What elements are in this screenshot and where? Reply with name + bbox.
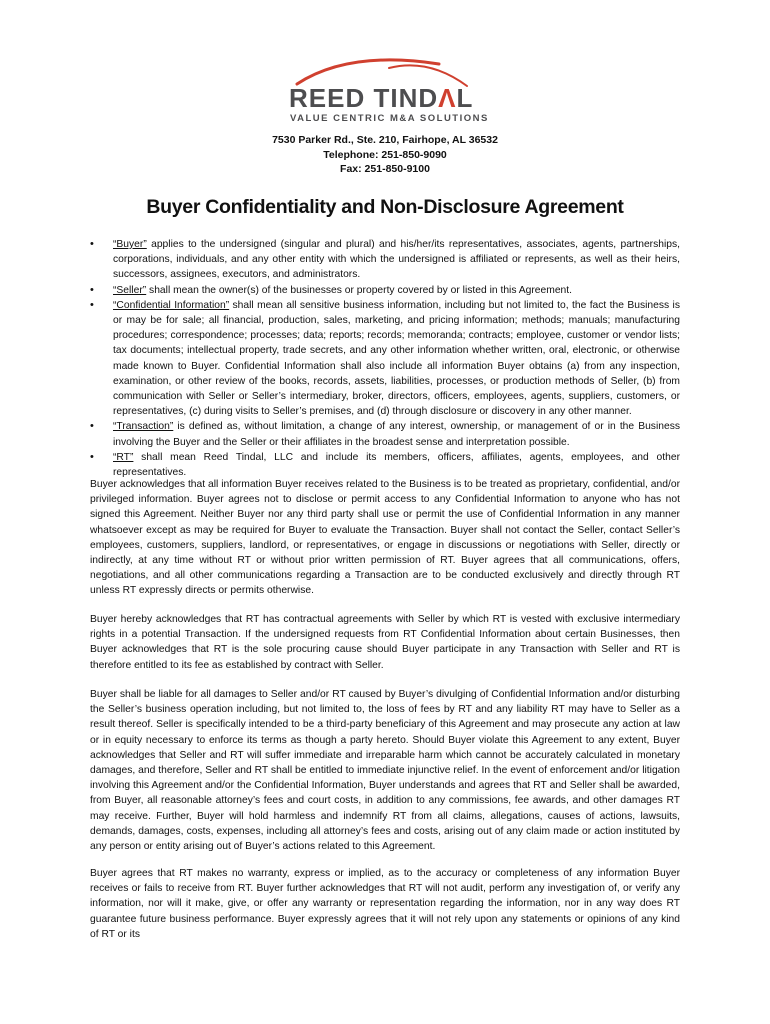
company-logo — [289, 54, 489, 126]
definition-text: shall mean Reed Tindal, LLC and include its members, officers, affiliates, agents, employees, and other representatives. — [113, 451, 680, 479]
bullet-icon: • — [90, 450, 94, 463]
definition-text: is defined as, without limitation, a change of any interest, ownership, or management of or in the Business involving the Buyer and the Seller or their affiliates in the broadest sense and interpretation possible. — [113, 421, 680, 448]
definition-item — [90, 283, 680, 298]
definition-term: “Confidential Information” — [113, 299, 230, 311]
fax-line: Fax: 251-850-9100 — [340, 163, 430, 175]
bullet-icon: • — [90, 238, 94, 250]
definition-term: “RT” — [113, 451, 134, 463]
definition-item — [90, 237, 680, 283]
contact-block — [0, 133, 770, 177]
body-paragraph: Buyer shall be liable for all damages to Seller and/or RT caused by Buyer’s divulging of Confidential Information and/or disturbing the Seller’s business operation including, but not limited to, the loss of fees by RT and any liability RT may have to Seller as a result thereof. Seller is specifically intended to be a third-party beneficiary of this Agreement and may prosecute any action at law or in equity necessary to enforce its terms as though a party hereto. Should Buyer violate this Agreement to any extent, Buyer acknowledges that Seller and RT will suffer immediate and irreparable harm which cannot be accurately calculated in monetary damages, and therefore, Seller and RT shall be entitled to immediate injunctive relief. In the event of enforcement and/or litigation involving this Agreement and/or the Confidential Information, Buyer understands and agrees that RT and Seller shall be awarded, from Buyer, all reasonable attorney’s fees and court costs, in addition to any commissions, fee awards, and other damages RT may receive. Further, Buyer will hold harmless and indemnify RT from all claims, allegations, causes of actions, lawsuits, demands, damages, costs, expenses, including all attorney’s fees and costs, arising out of any claim made or action instituted by any person or entity arising out of Buyer’s actions related to this Agreement. — [90, 689, 680, 853]
logo-accent-a: Λ — [438, 83, 457, 113]
logo-tagline: VALUE CENTRIC M&A SOLUTIONS — [290, 113, 489, 124]
definition-text: shall mean the owner(s) of the businesses or property covered by or listed in this Agreement. — [146, 284, 573, 296]
definition-text: applies to the undersigned (singular and plural) and his/her/its representatives, associates, agents, partnerships, corporations, individuals, and any other entity with which the undersigned is affiliated or represents, as well as their heirs, successors, assignees, executors, and administrators. — [113, 239, 680, 281]
document-title: Buyer Confidentiality and Non-Disclosure Agreement — [146, 196, 624, 218]
definition-term: “Transaction” — [113, 421, 174, 433]
definitions-list — [90, 237, 680, 480]
definition-term: “Seller” — [113, 284, 147, 296]
telephone-line: Telephone: 251-850-9090 — [323, 148, 447, 161]
bullet-icon: • — [90, 420, 94, 433]
definition-item — [90, 450, 680, 480]
body-paragraph: Buyer hereby acknowledges that RT has contractual agreements with Seller by which RT is vested with exclusive intermediary rights in a potential Transaction. If the undersigned requests from RT Confidential Information about certain Businesses, then Buyer acknowledges that RT is the sole procuring cause should Buyer participate in any Transaction with Seller and RT is therefore entitled to its fee as established by contract with Seller. — [90, 614, 680, 671]
bullet-icon: • — [90, 298, 94, 311]
address-line: 7530 Parker Rd., Ste. 210, Fairhope, AL 36532 — [272, 134, 498, 146]
definition-term: “Buyer” — [113, 239, 147, 250]
definition-text: shall mean all sensitive business information, including but not limited to, the fact the Business is or may be for sale; all financial, production, sales, marketing, and pricing information; methods; manuals; manufacturing procedures; correspondence; processes; data; reports; records; memoranda; contracts; employee, customer or vendor lists; tax documents; intellectual property, trade secrets, and any other information whether written, oral, electronic, or otherwise made known to Buyer. Confidential Information shall also include all information Buyer obtains (a) from any inspection, examination, or other review of the books, records, assets, liabilities, processes, or production methods of Seller, (b) from communication with Seller or Seller’s intermediary, broker, directors, officers, employees, agents, suppliers, customers, or representatives, (c) during visits to Seller’s premises, and (d) through disclosure or discovery in any other manner. — [113, 299, 680, 418]
logo-wordmark: REED TINDΛL — [289, 83, 474, 113]
bullet-icon: • — [90, 283, 94, 296]
body-paragraph: Buyer acknowledges that all information Buyer receives related to the Business is to be treated as proprietary, confidential, and/or privileged information. Buyer agrees not to disclose or permit access to any Confidential Information to anyone who has not signed this Agreement. Neither Buyer nor any third party shall use or permit the use of Confidential Information in any manner whatsoever except as may be required for Buyer to evaluate the Transaction. Buyer shall not contact the Seller, contact Seller’s employees, customers, suppliers, landlord, or representatives, or engage in discussions or negotiations with Seller, directly or indirectly, at any time without RT or without prior written permission of RT. Buyer agrees that all communications, offers, negotiations, and all other communications regarding a Transaction are to be conducted exclusively and directly through RT unless RT expressly directs or permits otherwise. — [90, 479, 680, 597]
body-paragraph: Buyer agrees that RT makes no warranty, express or implied, as to the accuracy or completeness of any information Buyer receives or fails to receive from RT. Buyer further acknowledges that RT will not audit, perform any investigation of, or verify any information, nor will it make, give, or offer any warranty or representation regarding the information, nor in any way does RT guarantee future business performance. Buyer expressly agrees that it will not rely upon any statements or opinions of any kind of RT or its — [90, 868, 680, 940]
definition-item — [90, 419, 680, 449]
definition-item — [90, 298, 680, 420]
